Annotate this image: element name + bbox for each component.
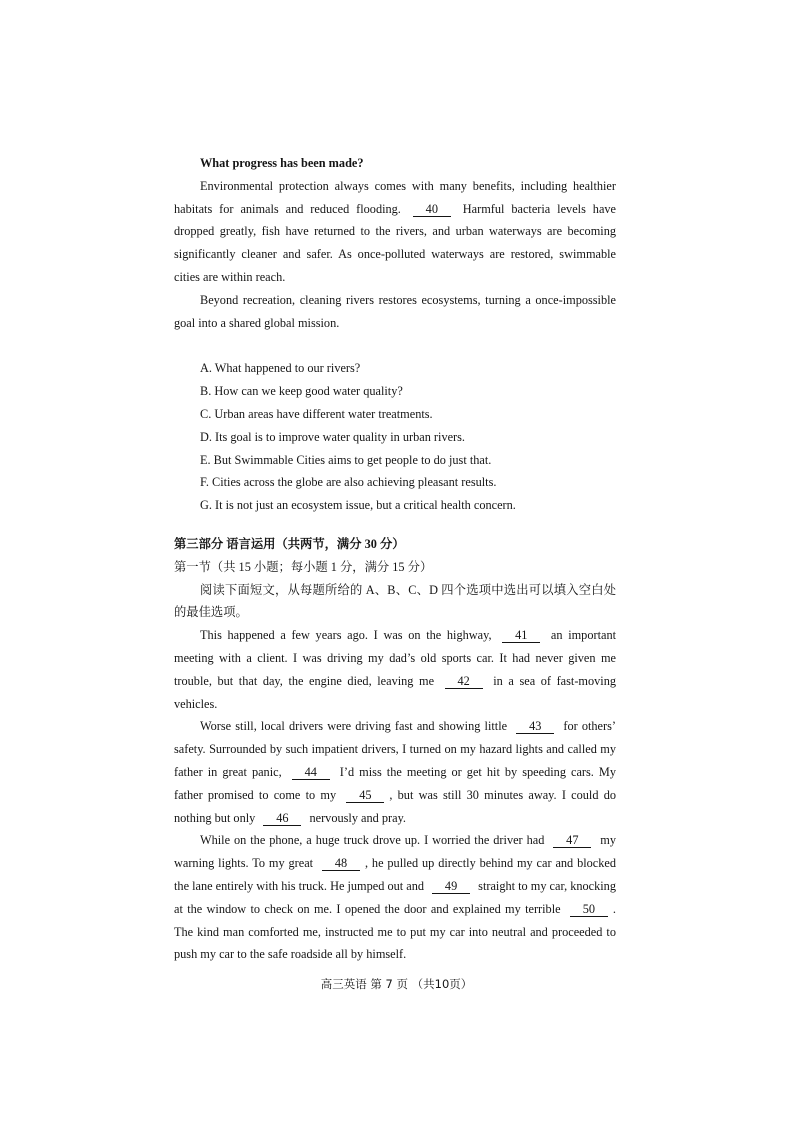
cloze-text: for others’ safety. Surrounded by such impatient drivers, I turned on my hazard lights and called my father in great panic, <box>174 719 616 779</box>
blank-43: 43 <box>516 719 554 734</box>
cloze-text: . The kind man comforted me, instructed me to put my car into neutral and proceeded to push my car to the safe roadside all by himself. <box>174 901 616 962</box>
option-g: G. It is not just an ecosystem issue, but a critical health concern. <box>200 498 516 513</box>
cloze-paragraph-2 <box>174 715 616 829</box>
page-content <box>174 152 616 966</box>
section-one-title: 第一节（共 15 小题；每小题 1 分，满分 15 分） <box>174 559 433 574</box>
blank-46: 46 <box>263 811 301 826</box>
blank-41: 41 <box>502 628 540 643</box>
blank-44: 44 <box>292 765 330 780</box>
page-footer: 高三英语 第 7 页 （共10页） <box>320 977 473 991</box>
part-three-title: 第三部分 语言运用（共两节，满分 30 分） <box>174 536 405 551</box>
cloze-text: nervously and pray. <box>309 810 406 825</box>
cloze-text: in a sea of fast-moving vehicles. <box>174 673 616 711</box>
paragraph-text: Harmful bacteria levels have dropped greatly, fish have returned to the rivers, and urban waterways are becoming significantly cleaner and safer. As once-polluted waterways are restored, swimmable cities are within reach. <box>174 201 617 284</box>
option-b: B. How can we keep good water quality? <box>200 384 403 399</box>
cloze-text: Worse still, local drivers were driving fast and showing little <box>200 719 508 734</box>
option-a: A. What happened to our rivers? <box>200 361 361 376</box>
instruction-text: 阅读下面短文，从每题所给的 A、B、C、D 四个选项中选出可以填入空白处的最佳选项。 <box>174 582 616 620</box>
paragraph-text: Environmental protection always comes with many benefits, including healthier habitats for animals and reduced flooding. <box>174 178 616 216</box>
paragraph-recreation: Beyond recreation, cleaning rivers restores ecosystems, turning a once-impossible goal into a shared global mission. <box>174 292 616 330</box>
cloze-text: This happened a few years ago. I was on the highway, <box>200 628 492 643</box>
blank-49: 49 <box>432 879 470 894</box>
cloze-text: straight to my car, knocking at the window to check on me. I opened the door and explained my terrible <box>174 878 616 916</box>
blank-48: 48 <box>322 856 360 871</box>
blank-47: 47 <box>553 833 591 848</box>
cloze-text: While on the phone, a huge truck drove up. I worried the driver had <box>200 833 545 848</box>
cloze-text: , he pulled up directly behind my car and blocked the lane entirely with his truck. He jumped out and <box>174 856 617 893</box>
cloze-text: my warning lights. To my great <box>174 833 617 871</box>
blank-45: 45 <box>346 788 384 803</box>
option-d: D. Its goal is to improve water quality in urban rivers. <box>200 429 466 444</box>
cloze-paragraph-3 <box>174 829 616 966</box>
blank-50: 50 <box>570 902 608 917</box>
option-c: C. Urban areas have different water treatments. <box>200 406 433 421</box>
paragraph-progress <box>174 175 616 289</box>
option-e: E. But Swimmable Cities aims to get people to do just that. <box>200 452 492 467</box>
blank-42: 42 <box>445 674 483 689</box>
option-f: F. Cities across the globe are also achieving pleasant results. <box>200 475 497 490</box>
answer-options <box>174 357 616 517</box>
blank-40: 40 <box>413 202 451 217</box>
cloze-text: an important meeting with a client. I was driving my dad’s old sports car. It had never given me trouble, but that day, the engine died, leaving me <box>174 628 617 688</box>
cloze-text: I’d miss the meeting or get hit by speeding cars. My father promised to come to my <box>174 764 617 802</box>
section-heading: What progress has been made? <box>200 156 364 170</box>
cloze-paragraph-1 <box>174 624 616 715</box>
cloze-text: , but was still 30 minutes away. I could do nothing but only <box>174 787 617 825</box>
